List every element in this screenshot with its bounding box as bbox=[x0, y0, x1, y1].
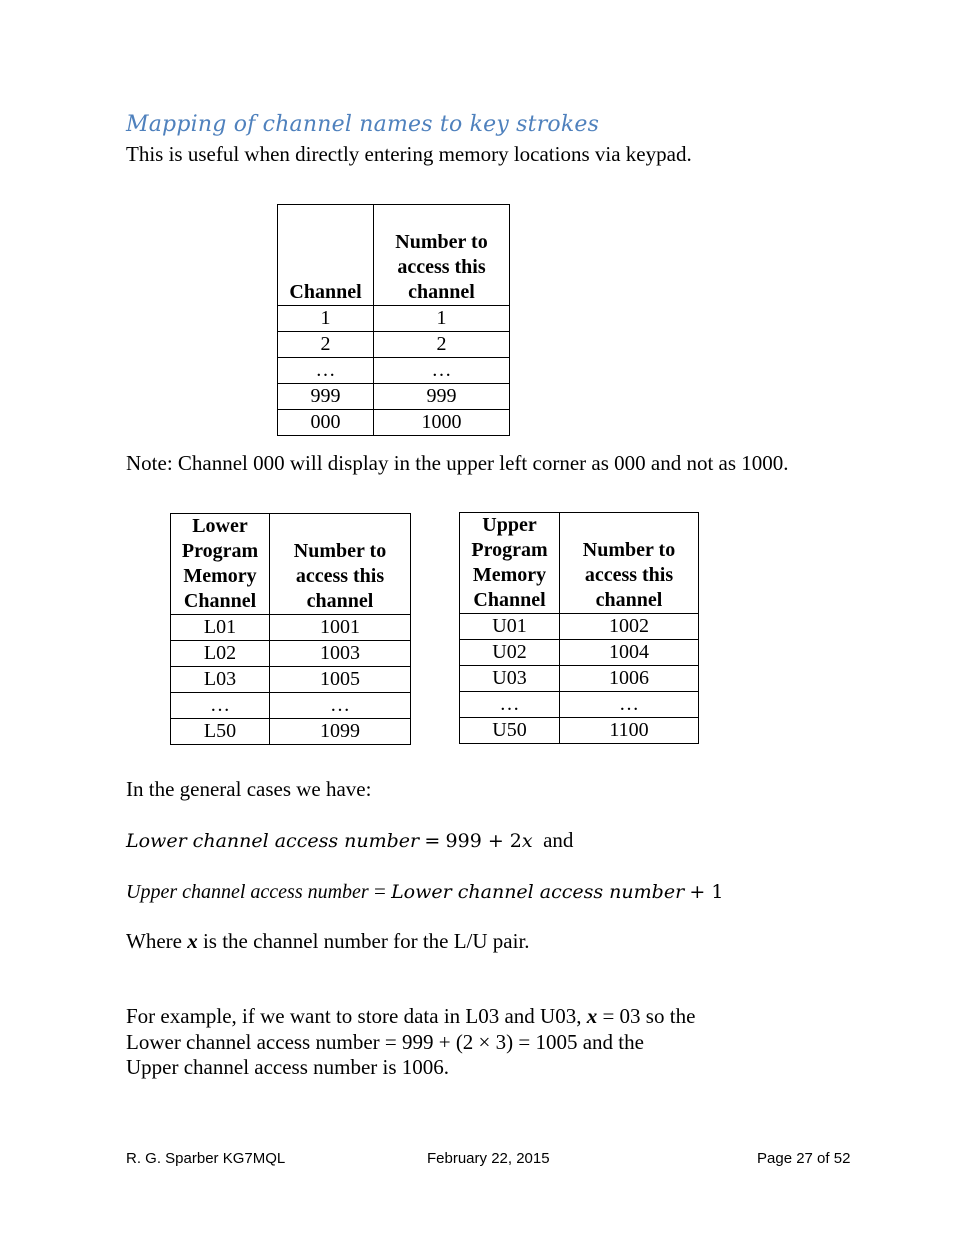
section-heading: Mapping of channel names to key strokes bbox=[126, 112, 600, 137]
note-text: Note: Channel 000 will display in the upper left corner as 000 and not as 1000. bbox=[126, 451, 789, 475]
channel-cell: U03 bbox=[460, 666, 560, 692]
channel-cell: L50 bbox=[171, 719, 270, 745]
eq1-equals: = bbox=[424, 830, 441, 852]
channel-cell: U02 bbox=[460, 640, 560, 666]
channel-cell: … bbox=[460, 692, 560, 718]
channel-cell: U50 bbox=[460, 718, 560, 744]
header-upper-number bbox=[560, 513, 699, 614]
table-row bbox=[278, 306, 510, 332]
table-row bbox=[278, 410, 510, 436]
table-header-row bbox=[460, 513, 699, 614]
table-row bbox=[278, 384, 510, 410]
eq1-rhs: 999 + 2 bbox=[445, 830, 522, 852]
number-cell: 1006 bbox=[560, 666, 699, 692]
number-cell: 1002 bbox=[560, 614, 699, 640]
eq2-tail: + 1 bbox=[689, 881, 724, 903]
footer-date: February 22, 2015 bbox=[427, 1150, 550, 1167]
number-cell: 1005 bbox=[270, 667, 411, 693]
header-lower-channel-text: Lower Program Memory Channel bbox=[181, 515, 259, 612]
channel-cell: 1 bbox=[278, 306, 374, 332]
eq1-suffix: and bbox=[543, 828, 574, 852]
footer-author: R. G. Sparber KG7MQL bbox=[126, 1150, 286, 1167]
eq2-rhs: Lower channel access number bbox=[391, 881, 685, 903]
number-cell: 999 bbox=[374, 384, 510, 410]
header-number-text: Number to access this channel bbox=[395, 231, 488, 303]
channel-cell: … bbox=[171, 693, 270, 719]
general-text: In the general cases we have: bbox=[126, 777, 372, 801]
header-lower-channel bbox=[171, 514, 270, 615]
example-after: = 03 so the bbox=[597, 1004, 696, 1028]
channel-cell: L03 bbox=[171, 667, 270, 693]
table-row bbox=[278, 358, 510, 384]
where-var: x bbox=[187, 929, 198, 953]
eq1-var: x bbox=[521, 830, 533, 852]
table-row bbox=[278, 332, 510, 358]
where-after: is the channel number for the L/U pair. bbox=[197, 929, 530, 953]
table-header-row bbox=[278, 205, 510, 306]
example-line-2: Lower channel access number = 999 + (2 × 3) = 1005 and the bbox=[126, 1030, 644, 1054]
number-cell: 1 bbox=[374, 306, 510, 332]
number-cell: … bbox=[270, 693, 411, 719]
number-cell: 1099 bbox=[270, 719, 411, 745]
header-channel: Channel bbox=[278, 205, 374, 306]
table-header-row bbox=[171, 514, 411, 615]
equation-upper bbox=[126, 878, 723, 905]
number-cell: … bbox=[560, 692, 699, 718]
table-row bbox=[171, 667, 411, 693]
header-lower-number bbox=[270, 514, 411, 615]
eq1-lhs: Lower channel access number bbox=[126, 830, 420, 852]
footer-page-number: Page 27 of 52 bbox=[757, 1150, 851, 1167]
example-line-1 bbox=[126, 1003, 695, 1029]
number-cell: 1004 bbox=[560, 640, 699, 666]
number-cell: 1100 bbox=[560, 718, 699, 744]
equation-lower bbox=[126, 827, 573, 854]
channel-table bbox=[277, 204, 510, 436]
channel-cell: … bbox=[278, 358, 374, 384]
table-row bbox=[460, 614, 699, 640]
table-row bbox=[460, 666, 699, 692]
header-upper-channel-text: Upper Program Memory Channel bbox=[471, 514, 548, 611]
number-cell: … bbox=[374, 358, 510, 384]
table-body bbox=[278, 306, 510, 436]
channel-cell: 999 bbox=[278, 384, 374, 410]
header-number bbox=[374, 205, 510, 306]
eq2-equals: = bbox=[373, 879, 386, 903]
table-row bbox=[171, 719, 411, 745]
table-row bbox=[171, 615, 411, 641]
intro-text: This is useful when directly entering memory locations via keypad. bbox=[126, 142, 692, 166]
where-text bbox=[126, 928, 530, 954]
number-cell: 1000 bbox=[374, 410, 510, 436]
number-cell: 1003 bbox=[270, 641, 411, 667]
example-var: x bbox=[586, 1004, 598, 1028]
channel-cell: U01 bbox=[460, 614, 560, 640]
channel-cell: 2 bbox=[278, 332, 374, 358]
header-lower-number-text: Number to access this channel bbox=[293, 540, 387, 612]
header-upper-number-text: Number to access this channel bbox=[582, 539, 676, 611]
lower-channel-table bbox=[170, 513, 411, 745]
upper-channel-table bbox=[459, 512, 699, 744]
table-row bbox=[460, 640, 699, 666]
channel-cell: L02 bbox=[171, 641, 270, 667]
number-cell: 1001 bbox=[270, 615, 411, 641]
example-before: For example, if we want to store data in L03 and U03, bbox=[126, 1004, 587, 1028]
table-body bbox=[171, 615, 411, 745]
table-body bbox=[460, 614, 699, 744]
table-row bbox=[460, 718, 699, 744]
channel-cell: 000 bbox=[278, 410, 374, 436]
eq2-lhs: Upper channel access number bbox=[126, 881, 369, 903]
table-row bbox=[171, 693, 411, 719]
where-before: Where bbox=[126, 929, 188, 953]
table-row bbox=[171, 641, 411, 667]
table-row bbox=[460, 692, 699, 718]
example-line-3: Upper channel access number is 1006. bbox=[126, 1055, 450, 1079]
number-cell: 2 bbox=[374, 332, 510, 358]
header-upper-channel bbox=[460, 513, 560, 614]
channel-cell: L01 bbox=[171, 615, 270, 641]
